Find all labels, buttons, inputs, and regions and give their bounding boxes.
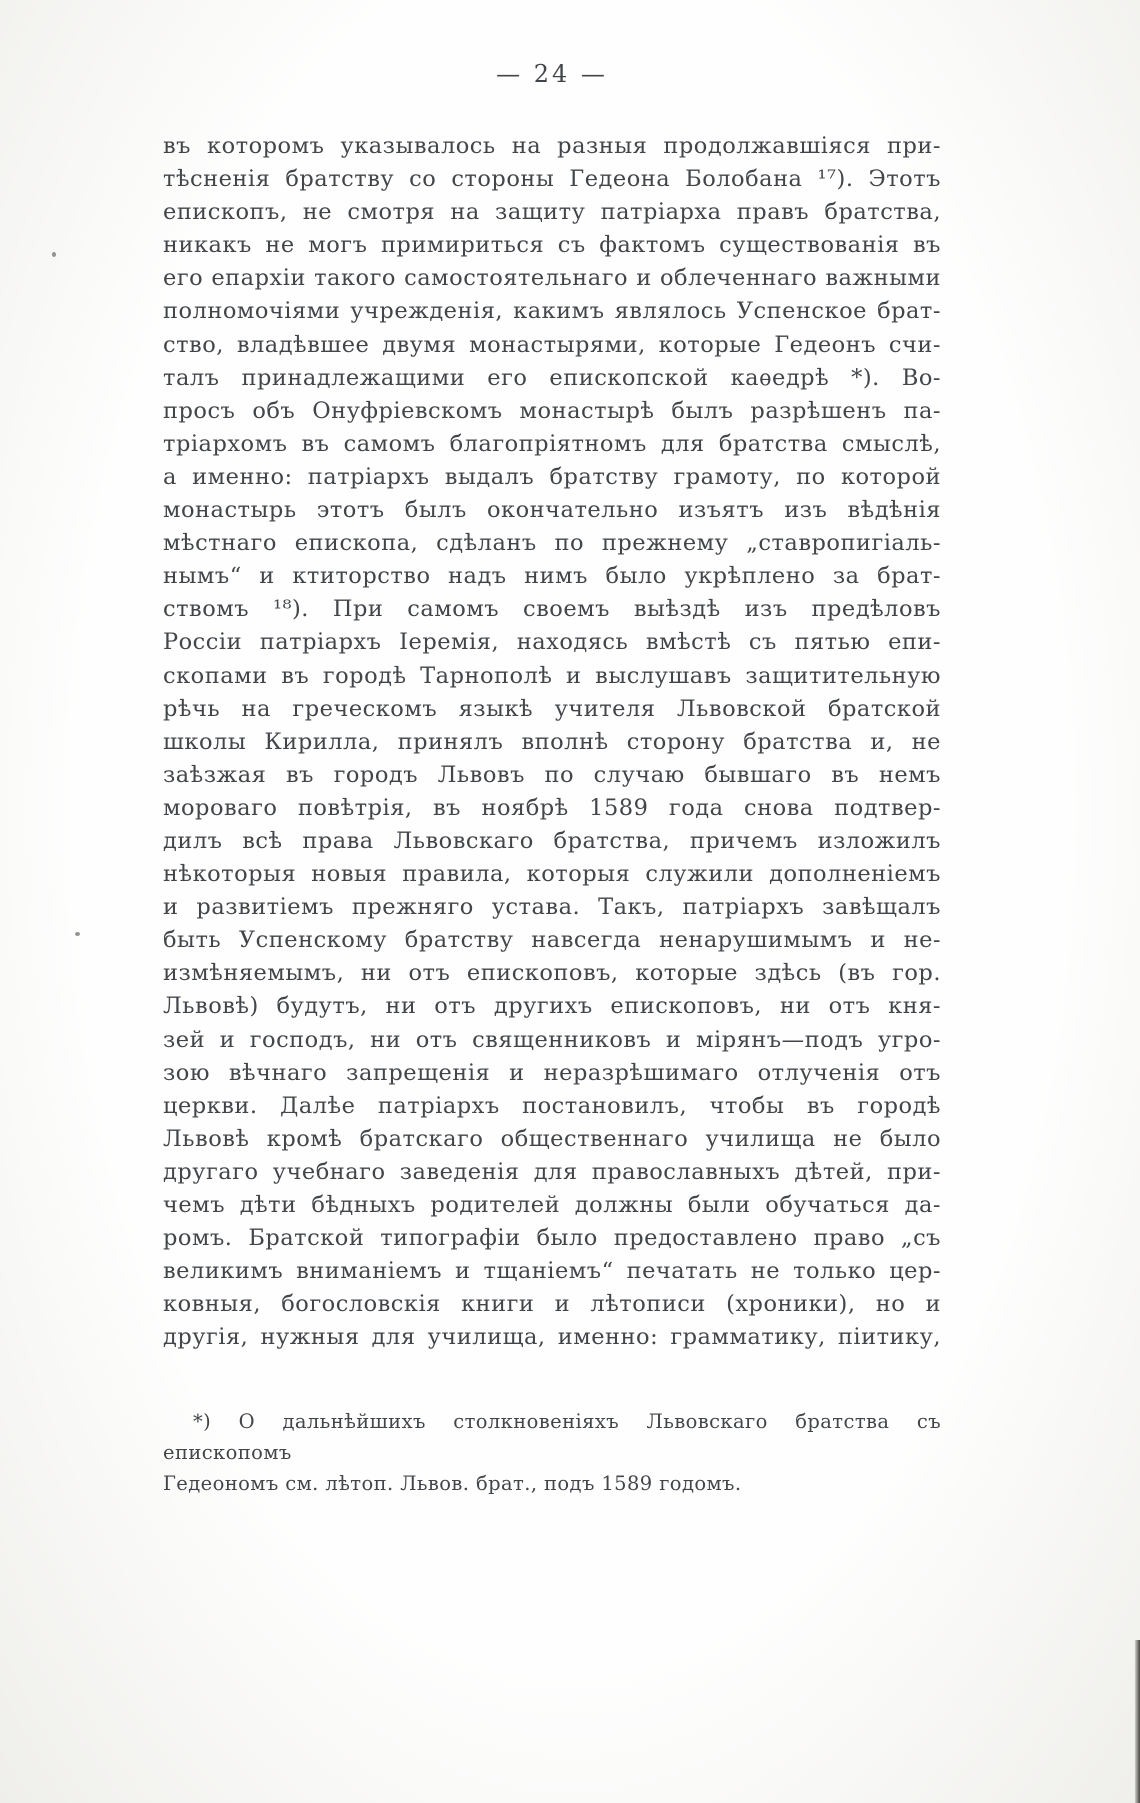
text-line: ство, владѣвшее двумя монастырями, которые Гедеонъ счи-	[163, 331, 941, 358]
text-line: въ которомъ указывалось на разныя продолжавшіяся при-	[163, 133, 941, 159]
footnote	[163, 1406, 941, 1499]
text-line: нымъ“ и ктиторство надъ нимъ было укрѣплено за брат-	[163, 563, 941, 590]
text-line: быть Успенскому братству навсегда ненарушимымъ и не-	[163, 927, 941, 954]
text-line: а именно: патріархъ выдалъ братству грамоту, по которой	[163, 463, 941, 490]
text-line: монастырь этотъ былъ окончательно изъятъ изъ вѣдѣнія	[163, 497, 941, 524]
text-line: просъ объ Онуфріевскомъ монастырѣ былъ разрѣшенъ па-	[163, 397, 941, 424]
text-line: зою вѣчнаго запрещенія и неразрѣшимаго отлученія отъ	[163, 1059, 941, 1086]
page-number: — 24 —	[496, 60, 608, 88]
text-line: скопами въ городѣ Тарнополѣ и выслушавъ защитительную	[163, 662, 941, 689]
text-line: великимъ вниманіемъ и тщаніемъ“ печатать не только цер-	[163, 1258, 941, 1285]
text-line: ромъ. Братской типографіи было предоставлено право „съ	[163, 1225, 941, 1252]
scan-edge-artifact	[1135, 1640, 1140, 1803]
text-line: никакъ не могъ примириться съ фактомъ существованія въ	[163, 232, 941, 259]
text-line: тѣсненія братству со стороны Гедеона Болобана ¹⁷). Этотъ	[163, 166, 941, 193]
text-line: Львовѣ кромѣ братскаго общественнаго училища не было	[163, 1125, 941, 1152]
scan-speck	[75, 932, 80, 936]
text-line: рѣчь на греческомъ языкѣ учителя Львовской братской	[163, 695, 941, 722]
text-line: Львовѣ) будутъ, ни отъ другихъ епископовъ, ни отъ кня-	[163, 993, 941, 1020]
body-text	[163, 130, 941, 1354]
text-line: зей и господъ, ни отъ священниковъ и мірянъ—подъ угро-	[163, 1026, 941, 1053]
text-line: другія, нужныя для училища, именно: грамматику, піитику,	[163, 1324, 941, 1351]
text-line: ковныя, богословскія книги и лѣтописи (хроники), но и	[163, 1291, 941, 1318]
text-line: мѣстнаго епископа, сдѣланъ по прежнему „ставропигіаль-	[163, 530, 941, 557]
text-line: мороваго повѣтрія, въ ноябрѣ 1589 года снова подтвер-	[163, 794, 941, 821]
text-line: чемъ дѣти бѣдныхъ родителей должны были обучаться да-	[163, 1192, 941, 1218]
text-line: нѣкоторыя новыя правила, которыя служили дополненіемъ	[163, 861, 941, 888]
text-line: дилъ всѣ права Львовскаго братства, причемъ изложилъ	[163, 827, 941, 854]
footnote-line: Гедеономъ см. лѣтоп. Львов. брат., подъ 1589 годомъ.	[163, 1472, 742, 1495]
text-line: измѣняемымъ, ни отъ епископовъ, которые здѣсь (въ гор.	[163, 960, 941, 987]
text-line: талъ принадлежащими его епископской каѳедрѣ *). Во-	[163, 364, 941, 391]
text-line: заѣзжая въ городъ Львовъ по случаю бывшаго въ немъ	[163, 761, 941, 788]
footnote-line: *) О дальнѣйшихъ столкновеніяхъ Львовскаго братства съ епископомъ	[163, 1410, 941, 1464]
text-line: школы Кирилла, принялъ вполнѣ сторону братства и, не	[163, 728, 941, 755]
text-line: и развитіемъ прежняго устава. Такъ, патріархъ завѣщалъ	[163, 894, 941, 921]
text-line: другаго учебнаго заведенія для православныхъ дѣтей, при-	[163, 1158, 941, 1185]
text-line: тріархомъ въ самомъ благопріятномъ для братства смыслѣ,	[163, 430, 941, 457]
text-line: церкви. Далѣе патріархъ постановилъ, чтобы въ городѣ	[163, 1092, 941, 1119]
scan-speck	[52, 252, 56, 257]
text-line: полномочіями учрежденія, какимъ являлось Успенское брат-	[163, 298, 941, 325]
text-line: ствомъ ¹⁸). При самомъ своемъ выѣздѣ изъ предѣловъ	[163, 596, 941, 623]
text-line: епископъ, не смотря на защиту патріарха правъ братства,	[163, 199, 941, 226]
text-line: Россіи патріархъ Іеремія, находясь вмѣстѣ съ пятью епи-	[163, 629, 941, 656]
text-line: его епархіи такого самостоятельнаго и облеченнаго важными	[163, 265, 941, 292]
